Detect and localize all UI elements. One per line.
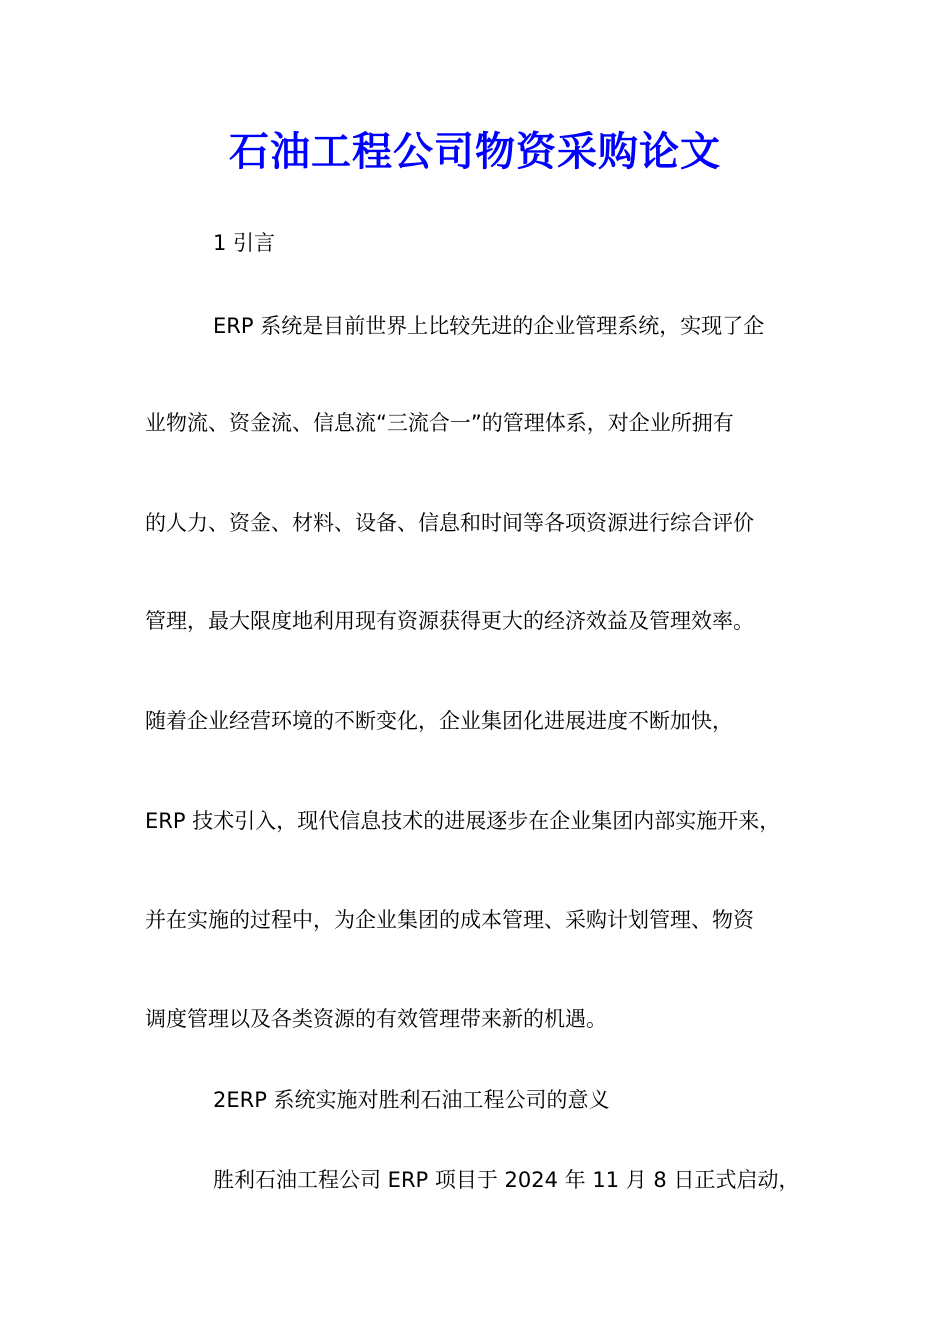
paragraph-line: 管理，最大限度地利用现有资源获得更大的经济效益及管理效率。 xyxy=(145,609,754,633)
paragraph-line: 调度管理以及各类资源的有效管理带来新的机遇。 xyxy=(145,1007,607,1031)
paragraph-line: ERP 系统是目前世界上比较先进的企业管理系统，实现了企 xyxy=(213,314,765,338)
section-heading: 1 引言 xyxy=(213,231,276,255)
paragraph-line: 胜利石油工程公司 ERP 项目于 2024 年 11 月 8 日正式启动， xyxy=(213,1168,800,1192)
paragraph-line: 并在实施的过程中，为企业集团的成本管理、采购计划管理、物资 xyxy=(145,908,754,932)
paragraph-line: 业物流、资金流、信息流“三流合一”的管理体系，对企业所拥有 xyxy=(145,411,734,435)
paragraph-line: 随着企业经营环境的不断变化，企业集团化进展进度不断加快， xyxy=(145,709,733,733)
paragraph-line: ERP 技术引入，现代信息技术的进展逐步在企业集团内部实施开来， xyxy=(145,809,781,833)
section-heading: 2ERP 系统实施对胜利石油工程公司的意义 xyxy=(213,1088,610,1112)
document-title: 石油工程公司物资采购论文 xyxy=(229,128,721,175)
paragraph-line: 的人力、资金、材料、设备、信息和时间等各项资源进行综合评价 xyxy=(145,511,754,535)
